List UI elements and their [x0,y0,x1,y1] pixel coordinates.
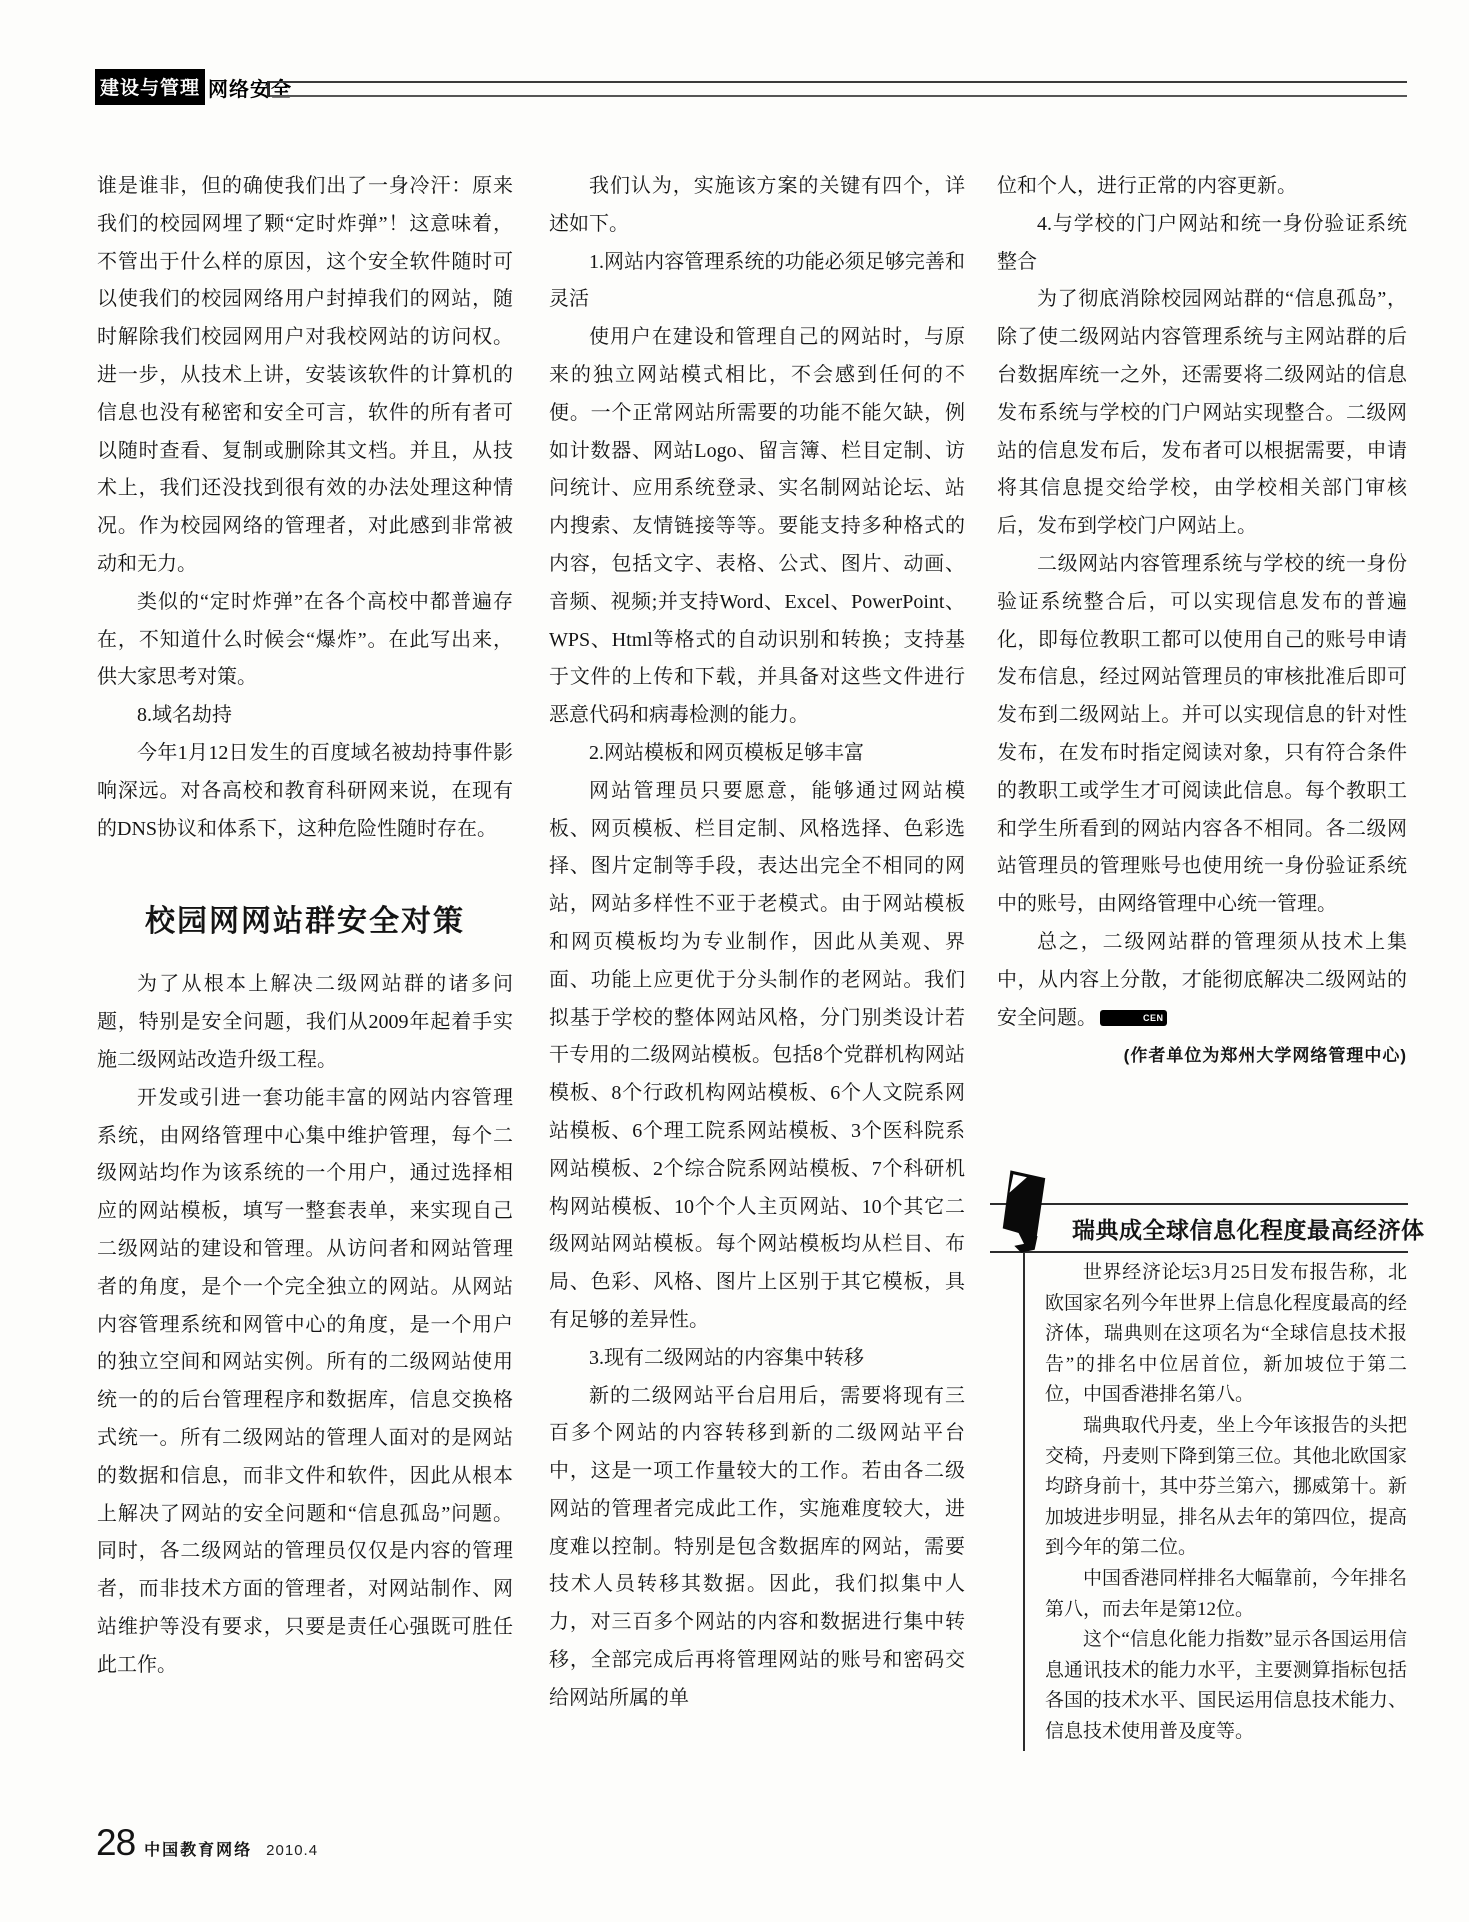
sidebar-paragraph: 世界经济论坛3月25日发布报告称，北欧国家名列今年世界上信息化程度最高的经济体，瑞典则在这项名为“全球信息技术报告”的排名中位居首位，新加坡位于第二位，中国香港排名第八。 [1045,1262,1407,1406]
paragraph: 开发或引进一套功能丰富的网站内容管理系统，由网络管理中心集中维护管理，每个二级网站均作为该系统的一个用户，通过选择相应的网站模板，填写一整套表单，来实现自己二级网站的建设和管理。从访问者和网站管理者的角度，是个一个完全独立的网站。从网站内容管理系统和网管中心的角度，是一个用户的独立空间和网站实例。所有的二级网站使用统一的的后台管理程序和数据库，信息交换格式统一。所有二级网站的管理人面对的是网站的数据和信息，而非文件和软件，因此从根本上解决了网站的安全问题和“信息孤岛”问题。同时，各二级网站的管理员仅仅是内容的管理者，而非技术方面的管理者，对网站制作、网站维护等没有要求，只要是责任心强既可胜任此工作。 [97,1086,513,1676]
paragraph [997,924,1407,1037]
sidebar-news-box [990,1160,1425,1760]
rule-line-top [270,81,1407,83]
paragraph: 谁是谁非，但的确使我们出了一身冷汗：原来我们的校园网埋了颗“定时炸弹”！这意味着，不管出于什么样的原因，这个安全软件随时可以使我们的校园网络用户封掉我们的网站，随时解除我们校园网用户对我校网站的访问权。进一步，从技术上讲，安装该软件的计算机的信息也没有秘密和安全可言，软件的所有者可以随时查看、复制或删除其文档。并且，从技术上，我们还没找到很有效的办法处理这种情况。作为校园网络的管理者，对此感到非常被动和无力。 [97,175,513,575]
book-icon [995,1168,1053,1256]
sub-heading: 8.域名劫持 [137,704,232,727]
sub-heading: 3.现有二级网站的内容集中转移 [589,1346,864,1369]
author-note: (作者单位为郑州大学网络管理中心) [1123,1046,1407,1066]
sub-heading: 4.与学校的门户网站和统一身份验证系统整合 [997,212,1407,273]
sidebar-paragraph: 这个“信息化能力指数”显示各国运用信息通讯技术的能力水平，主要测算指标包括各国的技术水平、国民运用信息技术能力、信息技术使用普及度等。 [1045,1629,1407,1742]
sidebar-title: 瑞典成全球信息化程度最高经济体 [1072,1216,1425,1243]
page-number: 28 [96,1822,136,1863]
paragraph: 使用户在建设和管理自己的网站时，与原来的独立网站模式相比，不会感到任何的不便。一个正常网站所需要的功能不能欠缺，例如计数器、网站Logo、留言簿、栏目定制、访问统计、应用系统登录、实名制网站论坛、站内搜索、友情链接等等。要能支持多种格式的内容，包括文字、表格、公式、图片、动画、音频、视频;并支持Word、Excel、PowerPoint、WPS、Html等格式的自动识别和转换；支持基于文件的上传和下载，并具备对这些文件进行恶意代码和病毒检测的能力。 [549,326,965,727]
masthead-double-rule [267,81,1407,97]
topic-label: 网络安全 [208,78,293,101]
column-right [997,168,1407,1075]
sidebar-body [1045,1258,1407,1748]
paragraph-text: 总之，二级网站群的管理须从技术上集中，从内容上分散，才能彻底解决二级网站的安全问题。 [997,930,1407,1029]
column-middle [549,168,965,1718]
page-footer [96,1822,318,1864]
sub-heading: 1.网站内容管理系统的功能必须足够完善和灵活 [549,250,965,311]
masthead [95,71,292,103]
sub-heading: 2.网站模板和网页模板足够丰富 [589,741,864,764]
rule-line-bottom [270,95,1407,97]
paragraph: 类似的“定时炸弹”在各个高校中都普遍存在，不知道什么时候会“爆炸”。在此写出来，供大家思考对策。 [97,590,513,689]
paragraph: 我们认为，实施该方案的关键有四个，详述如下。 [549,175,965,235]
sidebar-paragraph: 瑞典取代丹麦，坐上今年该报告的头把交椅，丹麦则下降到第三位。其他北欧国家均跻身前十，其中芬兰第六，挪威第十。新加坡进步明显，排名从去年的第四位，提高到今年的第二位。 [1045,1414,1407,1559]
cen-end-mark: CEN [1100,1010,1167,1026]
paragraph: 为了从根本上解决二级网站群的诸多问题，特别是安全问题，我们从2009年起着手实施二级网站改造升级工程。 [97,973,513,1071]
issue-label: 2010.4 [266,1842,319,1859]
paragraph: 为了彻底消除校园网站群的“信息孤岛”，除了使二级网站内容管理系统与主网站群的后台数据库统一之外，还需要将二级网站的信息发布系统与学校的门户网站实现整合。二级网站的信息发布后，发布者可以根据需要，申请将其信息提交给学校，由学校相关部门审核后，发布到学校门户网站上。 [997,288,1407,538]
article-title: 校园网网站群安全对策 [145,905,465,939]
sidebar-left-rule [1023,1251,1025,1751]
paragraph: 今年1月12日发生的百度域名被劫持事件影响深远。对各高校和教育科研网来说，在现有的DNS协议和体系下，这种危险性随时存在。 [97,741,513,840]
sidebar-paragraph: 中国香港同样排名大幅靠前，今年排名第八，而去年是第12位。 [1045,1567,1407,1620]
paragraph: 网站管理员只要愿意，能够通过网站模板、网页模板、栏目定制、风格选择、色彩选择、图片定制等手段，表达出完全不相同的网站，网站多样性不亚于老模式。由于网站模板和网页模板均为专业制作，因此从美观、界面、功能上应更优于分头制作的老网站。我们拟基于学校的整体网站风格，分门别类设计若干专用的二级网站模板。包括8个党群机构网站模板、8个行政机构网站模板、6个人文院系网站模板、6个理工院系网站模板、3个医科院系网站模板、2个综合院系网站模板、7个科研机构网站模板、10个个人主页网站、10个其它二级网站网站模板。每个网站模板均从栏目、布局、色彩、风格、图片上区别于其它模板，具有足够的差异性。 [549,779,965,1331]
section-label: 建设与管理 [95,69,205,105]
paragraph: 二级网站内容管理系统与学校的统一身份验证系统整合后，可以实现信息发布的普遍化，即每位教职工都可以使用自己的账号申请发布信息，经过网站管理员的审核批准后即可发布到二级网站上。并可以实现信息的针对性发布，在发布时指定阅读对象，只有符合条件的教职工或学生才可阅读此信息。每个教职工和学生所看到的网站内容各不相同。各二级网站管理员的管理账号也使用统一身份验证系统中的账号，由网络管理中心统一管理。 [997,552,1407,916]
column-left [97,168,513,1684]
paragraph: 位和个人，进行正常的内容更新。 [997,175,1297,197]
magazine-name: 中国教育网络 [144,1842,253,1859]
paragraph: 新的二级网站平台启用后，需要将现有三百多个网站的内容转移到新的二级网站平台中，这是一项工作量较大的工作。若由各二级网站的管理者完成此工作，实施难度较大，进度难以控制。特别是包含数据库的网站，需要技术人员转移其数据。因此，我们拟集中人力，对三百多个网站的内容和数据进行集中转移，全部完成后再将管理网站的账号和密码交给网站所属的单 [549,1384,965,1709]
